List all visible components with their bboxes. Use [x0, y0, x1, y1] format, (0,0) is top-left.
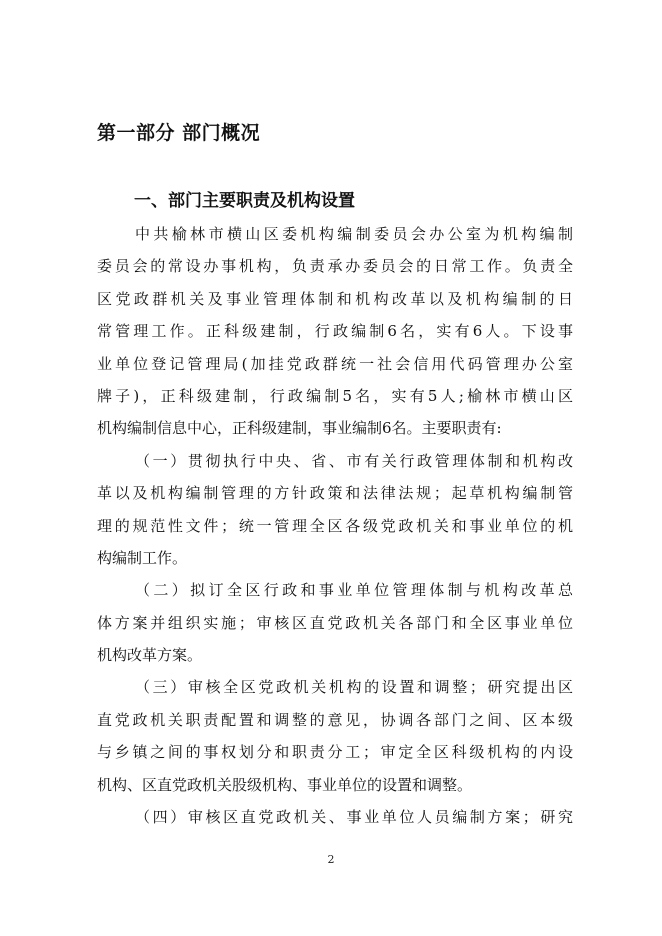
paragraph-4-line: 机构、区直党政机关股级机构、事业单位的设置和调整。 — [97, 775, 473, 794]
paragraph-2-line: 革以及机构编制管理的方针政策和法律法规；起草机构编制管 — [97, 484, 573, 503]
paragraph-5-line: （四）审核区直党政机关、事业单位人员编制方案；研究 — [135, 808, 573, 827]
part-title: 第一部分 部门概况 — [97, 122, 261, 144]
section-title: 一、部门主要职责及机构设置 — [134, 191, 355, 211]
paragraph-1-line: 牌子)，正科级建制，行政编制5名，实有5人;榆林市横山区 — [97, 386, 573, 405]
paragraph-4-line: （三）审核全区党政机关机构的设置和调整；研究提出区 — [135, 678, 573, 697]
body-text — [97, 218, 573, 833]
paragraph-1-line: 中共榆林市横山区委机构编制委员会办公室为机构编制 — [135, 225, 573, 243]
paragraph-2-line: 构编制工作。 — [97, 548, 188, 567]
paragraph-1-line: 业单位登记管理局(加挂党政群统一社会信用代码管理办公室 — [97, 354, 573, 373]
paragraph-1-line: 常管理工作。正科级建制，行政编制6名，实有6人。下设事 — [97, 322, 573, 341]
paragraph-2-line: （一）贯彻执行中央、省、市有关行政管理体制和机构改 — [135, 451, 573, 470]
paragraph-4-line: 与乡镇之间的事权划分和职责分工；审定全区科级机构的内设 — [97, 743, 573, 762]
paragraph-3-line: （二）拟订全区行政和事业单位管理体制与机构改革总 — [135, 581, 573, 600]
paragraph-1-line: 区党政群机关及事业管理体制和机构改革以及机构编制的日 — [97, 289, 573, 308]
paragraph-4-line: 直党政机关职责配置和调整的意见，协调各部门之间、区本级 — [97, 710, 573, 729]
paragraph-1-line: 委员会的常设办事机构，负责承办委员会的日常工作。负责全 — [97, 257, 573, 276]
paragraph-3-line: 体方案并组织实施；审核区直党政机关各部门和全区事业单位 — [97, 613, 573, 632]
page-number: 2 — [327, 853, 335, 866]
paragraph-1-line: 机构编制信息中心，正科级建制，事业编制6名。主要职责有: — [97, 419, 502, 438]
paragraph-3-line: 机构改革方案。 — [97, 646, 203, 665]
paragraph-2-line: 理的规范性文件；统一管理全区各级党政机关和事业单位的机 — [97, 516, 573, 535]
